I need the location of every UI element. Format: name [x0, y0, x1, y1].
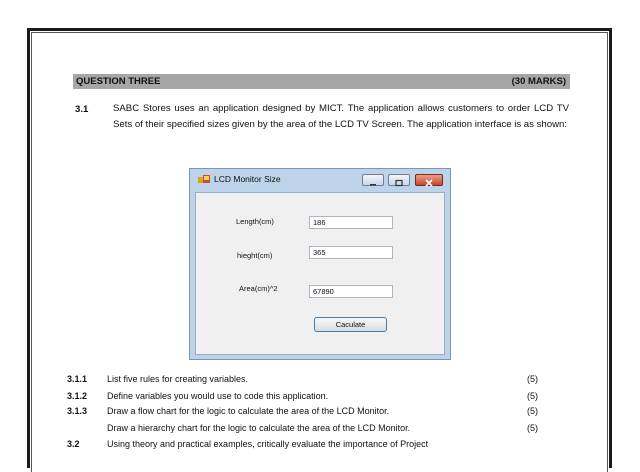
intro-paragraph: SABC Stores uses an application designed by MICT. The application allows customers to order LCD TV Sets of their specified sizes given by the area of the LCD TV Screen. The application interface is as shown:: [113, 103, 569, 130]
item-marks: (5): [527, 374, 538, 384]
item-text: Draw a hierarchy chart for the logic to calculate the area of the LCD Monitor.: [107, 423, 411, 433]
close-button[interactable]: [415, 174, 443, 186]
area-output[interactable]: 67890: [309, 285, 393, 298]
height-label: hieght(cm): [237, 251, 273, 260]
item-number: 3.1.1: [67, 374, 88, 384]
minimize-icon: [363, 178, 383, 188]
item-text: Draw a flow chart for the logic to calculate the area of the LCD Monitor.: [107, 406, 390, 416]
lcd-monitor-window: [189, 168, 451, 360]
item-number: 3.2: [67, 439, 80, 449]
item-marks: (5): [527, 406, 538, 416]
maximize-button[interactable]: [388, 174, 410, 186]
length-label: Length(cm): [236, 217, 274, 226]
minimize-button[interactable]: [362, 174, 384, 186]
list-item: [67, 421, 547, 435]
question-marks: (30 MARKS): [511, 76, 566, 87]
list-item: [67, 437, 547, 451]
length-input[interactable]: 186: [309, 216, 393, 229]
item-text: Using theory and practical examples, critically evaluate the importance of Project: [107, 439, 429, 449]
height-input[interactable]: 365: [309, 246, 393, 259]
area-label: Area(cm)^2: [239, 284, 278, 293]
maximize-icon: [389, 178, 409, 188]
intro-number: 3.1: [75, 104, 89, 115]
item-marks: (5): [527, 391, 538, 401]
item-number: 3.1.3: [67, 406, 88, 416]
list-item: [67, 404, 547, 418]
question-header: [73, 74, 570, 89]
item-marks: (5): [527, 423, 538, 433]
calculate-button[interactable]: Caculate: [314, 317, 387, 332]
item-text: List five rules for creating variables.: [107, 374, 249, 384]
window-titlebar[interactable]: [190, 169, 450, 191]
item-number: 3.1.2: [67, 391, 88, 401]
window-title: LCD Monitor Size: [214, 174, 281, 184]
app-icon: [198, 175, 210, 185]
question-title: QUESTION THREE: [76, 76, 161, 87]
window-client-area: [195, 192, 445, 355]
item-text: Define variables you would use to code this application.: [107, 391, 329, 401]
list-item: [67, 389, 547, 403]
close-icon: [416, 178, 442, 188]
list-item: [67, 372, 547, 386]
